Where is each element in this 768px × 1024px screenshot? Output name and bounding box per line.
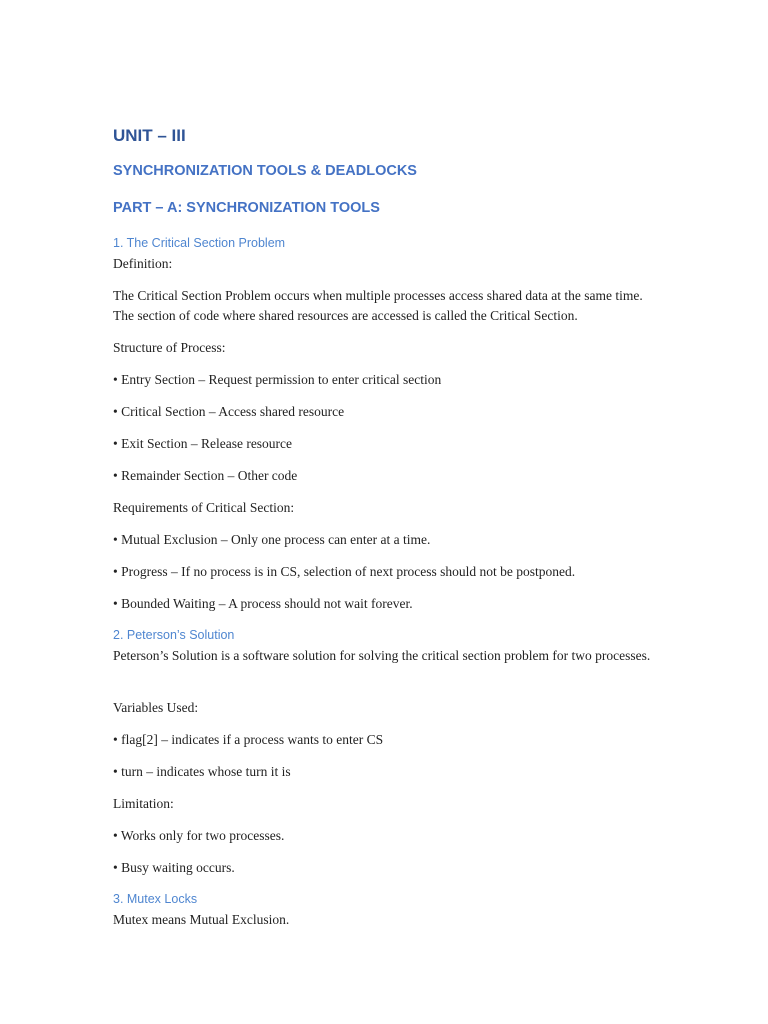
subject-title: SYNCHRONIZATION TOOLS & DEADLOCKS xyxy=(113,163,417,179)
list-item: • Works only for two processes. xyxy=(113,828,285,843)
list-item: • Progress – If no process is in CS, selection of next process should not be postponed. xyxy=(113,564,576,579)
definition-label: Definition: xyxy=(113,256,173,271)
list-item: • Critical Section – Access shared resource xyxy=(113,404,345,419)
list-item: • Bounded Waiting – A process should not wait forever. xyxy=(113,596,413,611)
section-heading-mutex-locks: 3. Mutex Locks xyxy=(113,892,198,906)
section-heading-petersons-solution: 2. Peterson’s Solution xyxy=(113,628,235,642)
list-item: • Entry Section – Request permission to enter critical section xyxy=(113,372,442,387)
unit-title: UNIT – III xyxy=(113,126,186,145)
list-item: • Remainder Section – Other code xyxy=(113,468,298,483)
list-item: • Exit Section – Release resource xyxy=(113,436,293,451)
petersons-intro-paragraph: Peterson’s Solution is a software solution for solving the critical section problem for two processes. xyxy=(113,648,651,663)
limitation-label: Limitation: xyxy=(113,796,174,811)
definition-paragraph: The Critical Section Problem occurs when multiple processes access shared data at the same time. The section of code where shared resources are accessed is called the Critical Section. xyxy=(113,288,643,323)
part-title: PART – A: SYNCHRONIZATION TOOLS xyxy=(113,200,380,216)
list-item: • Mutual Exclusion – Only one process can enter at a time. xyxy=(113,532,431,547)
list-item: • Busy waiting occurs. xyxy=(113,860,235,875)
list-item: • flag[2] – indicates if a process wants to enter CS xyxy=(113,732,384,747)
requirements-label: Requirements of Critical Section: xyxy=(113,500,295,515)
structure-label: Structure of Process: xyxy=(113,340,226,355)
list-item: • turn – indicates whose turn it is xyxy=(113,764,291,779)
mutex-intro-paragraph: Mutex means Mutual Exclusion. xyxy=(113,912,290,927)
variables-label: Variables Used: xyxy=(113,700,199,715)
section-heading-critical-section: 1. The Critical Section Problem xyxy=(113,236,286,250)
